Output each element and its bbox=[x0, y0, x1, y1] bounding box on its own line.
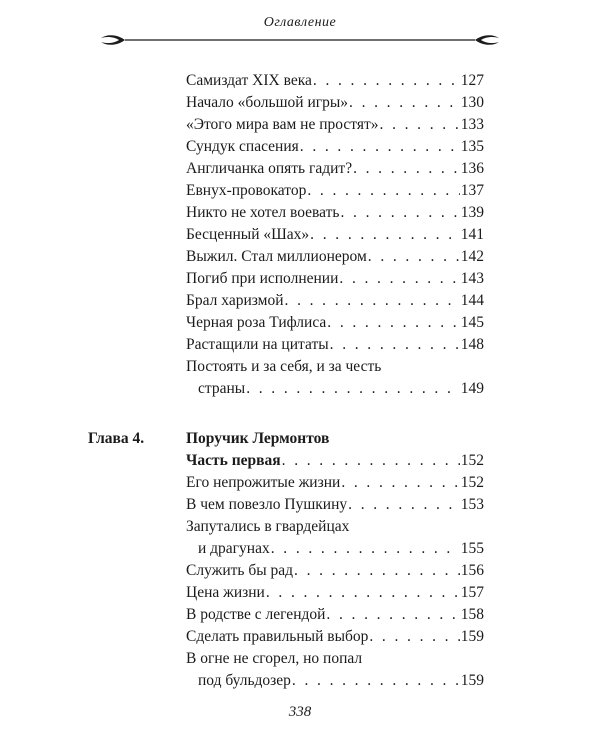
toc-entry-page: 159 bbox=[460, 628, 484, 645]
running-title: Оглавление bbox=[263, 15, 337, 30]
toc-entry-title-line1: В огне не сгорел, но попал bbox=[186, 650, 363, 667]
dot-leader bbox=[292, 670, 460, 692]
dot-leader bbox=[380, 114, 460, 136]
toc-entry-title: Сундук спасения bbox=[186, 138, 299, 155]
toc-entry-page: 144 bbox=[460, 292, 484, 309]
toc-entry-page: 142 bbox=[460, 248, 484, 265]
dot-leader bbox=[339, 268, 459, 290]
toc-entry bbox=[186, 136, 484, 158]
toc-entry bbox=[186, 114, 484, 136]
toc-entry-title: Выжил. Стал миллионером bbox=[186, 248, 367, 265]
toc-entry-title: Самиздат XIX века bbox=[186, 72, 312, 89]
toc-entry-page: 156 bbox=[460, 562, 484, 579]
toc-entry-title-line2: и драгунах bbox=[198, 540, 270, 557]
toc-entry bbox=[186, 356, 484, 400]
toc-entry bbox=[186, 202, 484, 224]
toc-entry bbox=[186, 648, 484, 692]
toc-entry bbox=[186, 224, 484, 246]
toc-entry bbox=[186, 582, 484, 604]
toc-entry-page: 141 bbox=[460, 226, 484, 243]
dot-leader bbox=[341, 472, 459, 494]
toc-entry bbox=[186, 70, 484, 92]
toc-entry-page: 158 bbox=[460, 606, 484, 623]
toc-entry-title-line1: Запутались в гвардейцах bbox=[186, 518, 350, 535]
toc-entry-page: 135 bbox=[460, 138, 484, 155]
toc-entry-title: Англичанка опять гадит? bbox=[186, 160, 353, 177]
toc-entry-title: Его непрожитые жизни bbox=[186, 474, 341, 491]
dot-leader bbox=[326, 604, 459, 626]
toc-entry-page: 145 bbox=[460, 314, 484, 331]
dot-leader bbox=[313, 70, 460, 92]
toc-entry bbox=[186, 472, 484, 494]
header-ornament bbox=[95, 30, 505, 50]
toc-entry-page: 133 bbox=[460, 116, 484, 133]
toc-entry-page: 139 bbox=[460, 204, 484, 221]
toc-entry-page: 157 bbox=[460, 584, 484, 601]
toc-entry bbox=[186, 604, 484, 626]
toc-entry-title: В родстве с легендой bbox=[186, 606, 326, 623]
toc-entry bbox=[186, 516, 484, 560]
toc-entry-page: 136 bbox=[460, 160, 484, 177]
toc-entry-page: 127 bbox=[460, 72, 484, 89]
toc-entry-page: 152 bbox=[460, 452, 484, 469]
toc-entry-title: Служить бы рад bbox=[186, 562, 294, 579]
toc-entry-title: Черная роза Тифлиса bbox=[186, 314, 327, 331]
toc-entry-title: Брал харизмой bbox=[186, 292, 284, 309]
toc-entry-title: Цена жизни bbox=[186, 584, 265, 601]
toc-entry bbox=[186, 312, 484, 334]
toc-entry bbox=[186, 180, 484, 202]
toc-entry-title: Погиб при исполнении bbox=[186, 270, 339, 287]
page-number: 338 bbox=[288, 704, 312, 720]
toc-entry-page: 159 bbox=[460, 672, 484, 689]
toc-entry bbox=[186, 92, 484, 114]
toc-entry-title: Растащили на цитаты bbox=[186, 336, 329, 353]
toc-entry-title-line2: под бульдозер bbox=[198, 672, 291, 689]
dot-leader bbox=[282, 450, 460, 472]
dot-leader bbox=[294, 560, 460, 582]
toc-entry-page: 155 bbox=[460, 540, 484, 557]
toc-entry bbox=[186, 158, 484, 180]
toc-entry bbox=[186, 268, 484, 290]
toc-entry bbox=[186, 560, 484, 582]
toc-entry-page: 143 bbox=[460, 270, 484, 287]
dot-leader bbox=[246, 378, 460, 400]
dot-leader bbox=[307, 180, 459, 202]
dot-leader bbox=[348, 494, 460, 516]
toc-entry-title: Сделать правильный выбор bbox=[186, 628, 369, 645]
dot-leader bbox=[341, 202, 460, 224]
toc-part-title: Часть первая bbox=[186, 452, 281, 469]
dot-leader bbox=[368, 246, 460, 268]
dot-leader bbox=[310, 224, 460, 246]
toc-entry-title: Евнух-провокатор bbox=[186, 182, 307, 199]
toc-entry bbox=[186, 334, 484, 356]
dot-leader bbox=[330, 334, 460, 356]
toc-entry-title-line2: страны bbox=[198, 380, 246, 397]
dot-leader bbox=[353, 158, 460, 180]
toc-entry-page: 152 bbox=[460, 474, 484, 491]
dot-leader bbox=[266, 582, 460, 604]
dot-leader bbox=[327, 312, 459, 334]
toc-entry-page: 153 bbox=[460, 496, 484, 513]
toc-entry-title: Никто не хотел воевать bbox=[186, 204, 340, 221]
toc-entry-title: В чем повезло Пушкину bbox=[186, 496, 348, 513]
toc-entry bbox=[186, 626, 484, 648]
toc-entry-title: «Этого мира вам не простят» bbox=[186, 116, 379, 133]
dot-leader bbox=[349, 92, 460, 114]
dot-leader bbox=[271, 538, 460, 560]
chapter-title: Поручик Лермонтов bbox=[186, 430, 330, 447]
chapter-label: Глава 4. bbox=[88, 430, 145, 447]
dot-leader bbox=[285, 290, 460, 312]
toc-entry-title: Начало «большой игры» bbox=[186, 94, 349, 111]
toc-entry-page: 130 bbox=[460, 94, 484, 111]
toc-entry-page: 149 bbox=[460, 380, 484, 397]
toc-entry-title: Бесценный «Шах» bbox=[186, 226, 310, 243]
toc-entry-title-line1: Постоять и за себя, и за честь bbox=[186, 358, 382, 375]
toc-entry bbox=[186, 290, 484, 312]
toc-entry-page: 137 bbox=[460, 182, 484, 199]
toc-entry bbox=[186, 494, 484, 516]
toc-part-entry bbox=[186, 450, 484, 472]
dot-leader bbox=[369, 626, 459, 648]
toc-entry bbox=[186, 246, 484, 268]
dot-leader bbox=[300, 136, 460, 158]
toc-entry-page: 148 bbox=[460, 336, 484, 353]
